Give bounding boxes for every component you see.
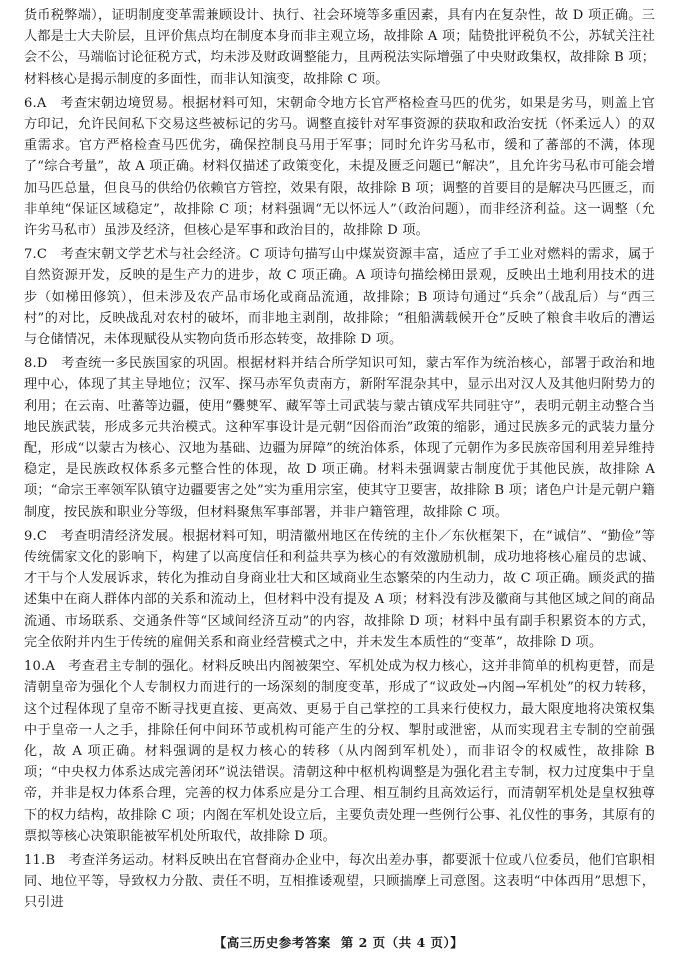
answer-content xyxy=(24,5,655,914)
answer-item-9 xyxy=(24,526,655,653)
question-number: 6. xyxy=(24,95,37,111)
answer-item-6 xyxy=(24,93,655,241)
question-number: 8. xyxy=(24,356,37,372)
answer-text: A 考查君主专制的强化。材料反映出内阁被架空、军机处成为权力核心，这并非简单的机构更替，而是清朝皇帝为强化个人专制权力而进行的一场深刻的制度变革，形成了“议政处→内阁→军机处”的权力转移，这个过程体现了皇帝不断寻找更直接、更高效、更易于自己掌控的工具来行使权力，最大限度地将决策权集中于皇帝一人之手，排除任何中间环节或机构可能产生的分权、掣肘或泄密，从而实现君主专制的空前强化，故 A 项正确。材料强调的是权力核心的转移（从内阁到军机处），而非诏令的权威性，故排除 B 项；“中央权力体系达成完善闭环”说法错误。清朝这种中枢机构调整是为强化君主专制，权力过度集中于皇帝，并非是权力体系合理，完善的权力体系应是分工合理、相互制约且高效运行，而清朝军机处是皇权独尊下的权力结构，故排除 C 项；内阁在军机处设立后，主要负责处理一些例行公事、礼仪性的事务，其原有的票拟等核心决策职能被军机处所取代，故排除 D 项。 xyxy=(24,659,655,844)
question-number: 11. xyxy=(24,852,46,868)
answer-text: A 考查宋朝边境贸易。根据材料可知，宋朝命令地方长官严格检查马匹的优劣，如果是劣马，则盖上官方印记，允许民间私下交易这些被标记的劣马。调整直接针对军事资源的获取和政治安抚（怀柔远人）的双重需求。官方严格检查马匹优劣，确保控制良马用于军事；同时允许劣马私市，缓和了蕃部的不满，体现了“综合考量”，故 A 项正确。材料仅描述了政策变化，未提及匮乏问题已“解决”，且允许劣马私市可能会增加马匹总量，但良马的供给仍依赖官方管控，效果有限，故排除 B 项；调整的首要目的是解决马匹匮乏，而非单纯“保证区域稳定”，故排除 C 项；材料强调“无以怀远人”（政治问题），而非经济利益。这一调整（允许劣马私市）虽涉及经济，但核心是军事和政治目的，故排除 D 项。 xyxy=(24,95,655,239)
answer-item-8 xyxy=(24,353,655,523)
answer-text: B 考查洋务运动。材料反映出在官督商办企业中，每次出差办事，都要派十位或八位委员，他们官职相同、地位平等，导致权力分散、责任不明，互相推诿观望，只顾揣摩上司意图。这表明“中体西用”思想下，只引进 xyxy=(24,852,655,911)
answer-text: D 考查统一多民族国家的巩固。根据材料并结合所学知识可知，蒙古军作为统治核心，部署于政治和地理中心，体现了其主导地位；汉军、探马赤军负责南方，新附军混杂其中，显示出对汉人及其他归附势力的利用；在云南、吐蕃等边疆，使用“爨僰军、藏军等土司武装与蒙古镇戍军共同驻守”，表明元朝主动整合当地民族武装，形成多元共治模式。这种军事设计是元朝“因俗而治”政策的缩影，通过民族多元的武装力量分配，形成“以蒙古为核心、汉地为基础、边疆为屏障”的统治体系，体现了元朝作为多民族帝国利用差异维持稳定，是民族政权体系多元整合性的体现，故 D 项正确。材料未强调蒙古制度优于其他民族，故排除 A 项；“命宗王率领军队镇守边疆要害之处”实为重用宗室，使其守卫要害，故排除 B 项；诸色户计是元朝户籍制度，按民族和职业分等级，但材料聚焦军事部署，并非户籍管理，故排除 C 项。 xyxy=(24,356,655,520)
question-number: 7. xyxy=(24,247,37,263)
footer-title: 【高三历史参考答案 xyxy=(213,935,331,950)
page-footer xyxy=(0,933,677,951)
answer-item-7 xyxy=(24,244,655,350)
footer-page-info: 第 2 页（共 4 页）】 xyxy=(340,935,464,950)
question-number: 9. xyxy=(24,528,37,544)
answer-item-10 xyxy=(24,656,655,847)
answer-text: C 考查明清经济发展。根据材料可知，明清徽州地区在传统的主仆／东伙框架下，在“诚信”、“勤俭”等传统儒家文化的影响下，构建了以高度信任和利益共享为核心的有效激励机制，成功地将核心雇员的忠诚、才干与个人发展诉求，转化为推动自身商业壮大和区域商业生态繁荣的内生动力，故 C 项正确。顾炎武的描述集中在商人群体内部的关系和流动上，但材料中没有提及 A 项；材料没有涉及徽商与其他区域之间的商品流通、市场联系、交通条件等“区域间经济互动”的内容，故排除 D 项；材料中虽有副手积累资本的方式，完全依附并内生于传统的雇佣关系和商业经营模式之中，并未发生本质性的“变革”，故排除 D 项。 xyxy=(24,528,655,650)
answer-text: C 考查宋朝文学艺术与社会经济。C 项诗句描写山中煤炭资源丰富，适应了手工业对燃料的需求，属于自然资源开发，反映的是生产力的进步，故 C 项正确。A 项诗句描绘梯田景观，反映出土地利用技术的进步（如梯田修筑），但未涉及农产品市场化或商品流通，故排除；B 项诗句通过“兵余”（战乱后）与“西三村”的对比，反映战乱对农村的破坏，而非地主剥削，故排除；“租船满载候开仓”反映了粮食丰收后的漕运与仓储情况，未体现赋役从实物向货币形态转变，故排除 D 项。 xyxy=(24,247,655,348)
answer-item-11 xyxy=(24,850,655,914)
continued-explanation: 货币税弊端），证明制度变革需兼顾设计、执行、社会环境等多重因素，具有内在复杂性，故 D 项正确。三人都是士大夫阶层，且评价焦点均在制度本身而非主观立场，故排除 A 项；陆贽批评税负不公，苏轼关注社会不公，马端临讨论征税方式，均未涉及财政调整能力，且两税法实际增强了中央财政集权，故排除 B 项；材料核心是揭示制度的多面性，而非认知演变，故排除 C 项。 xyxy=(24,8,655,87)
question-number: 10. xyxy=(24,659,46,675)
